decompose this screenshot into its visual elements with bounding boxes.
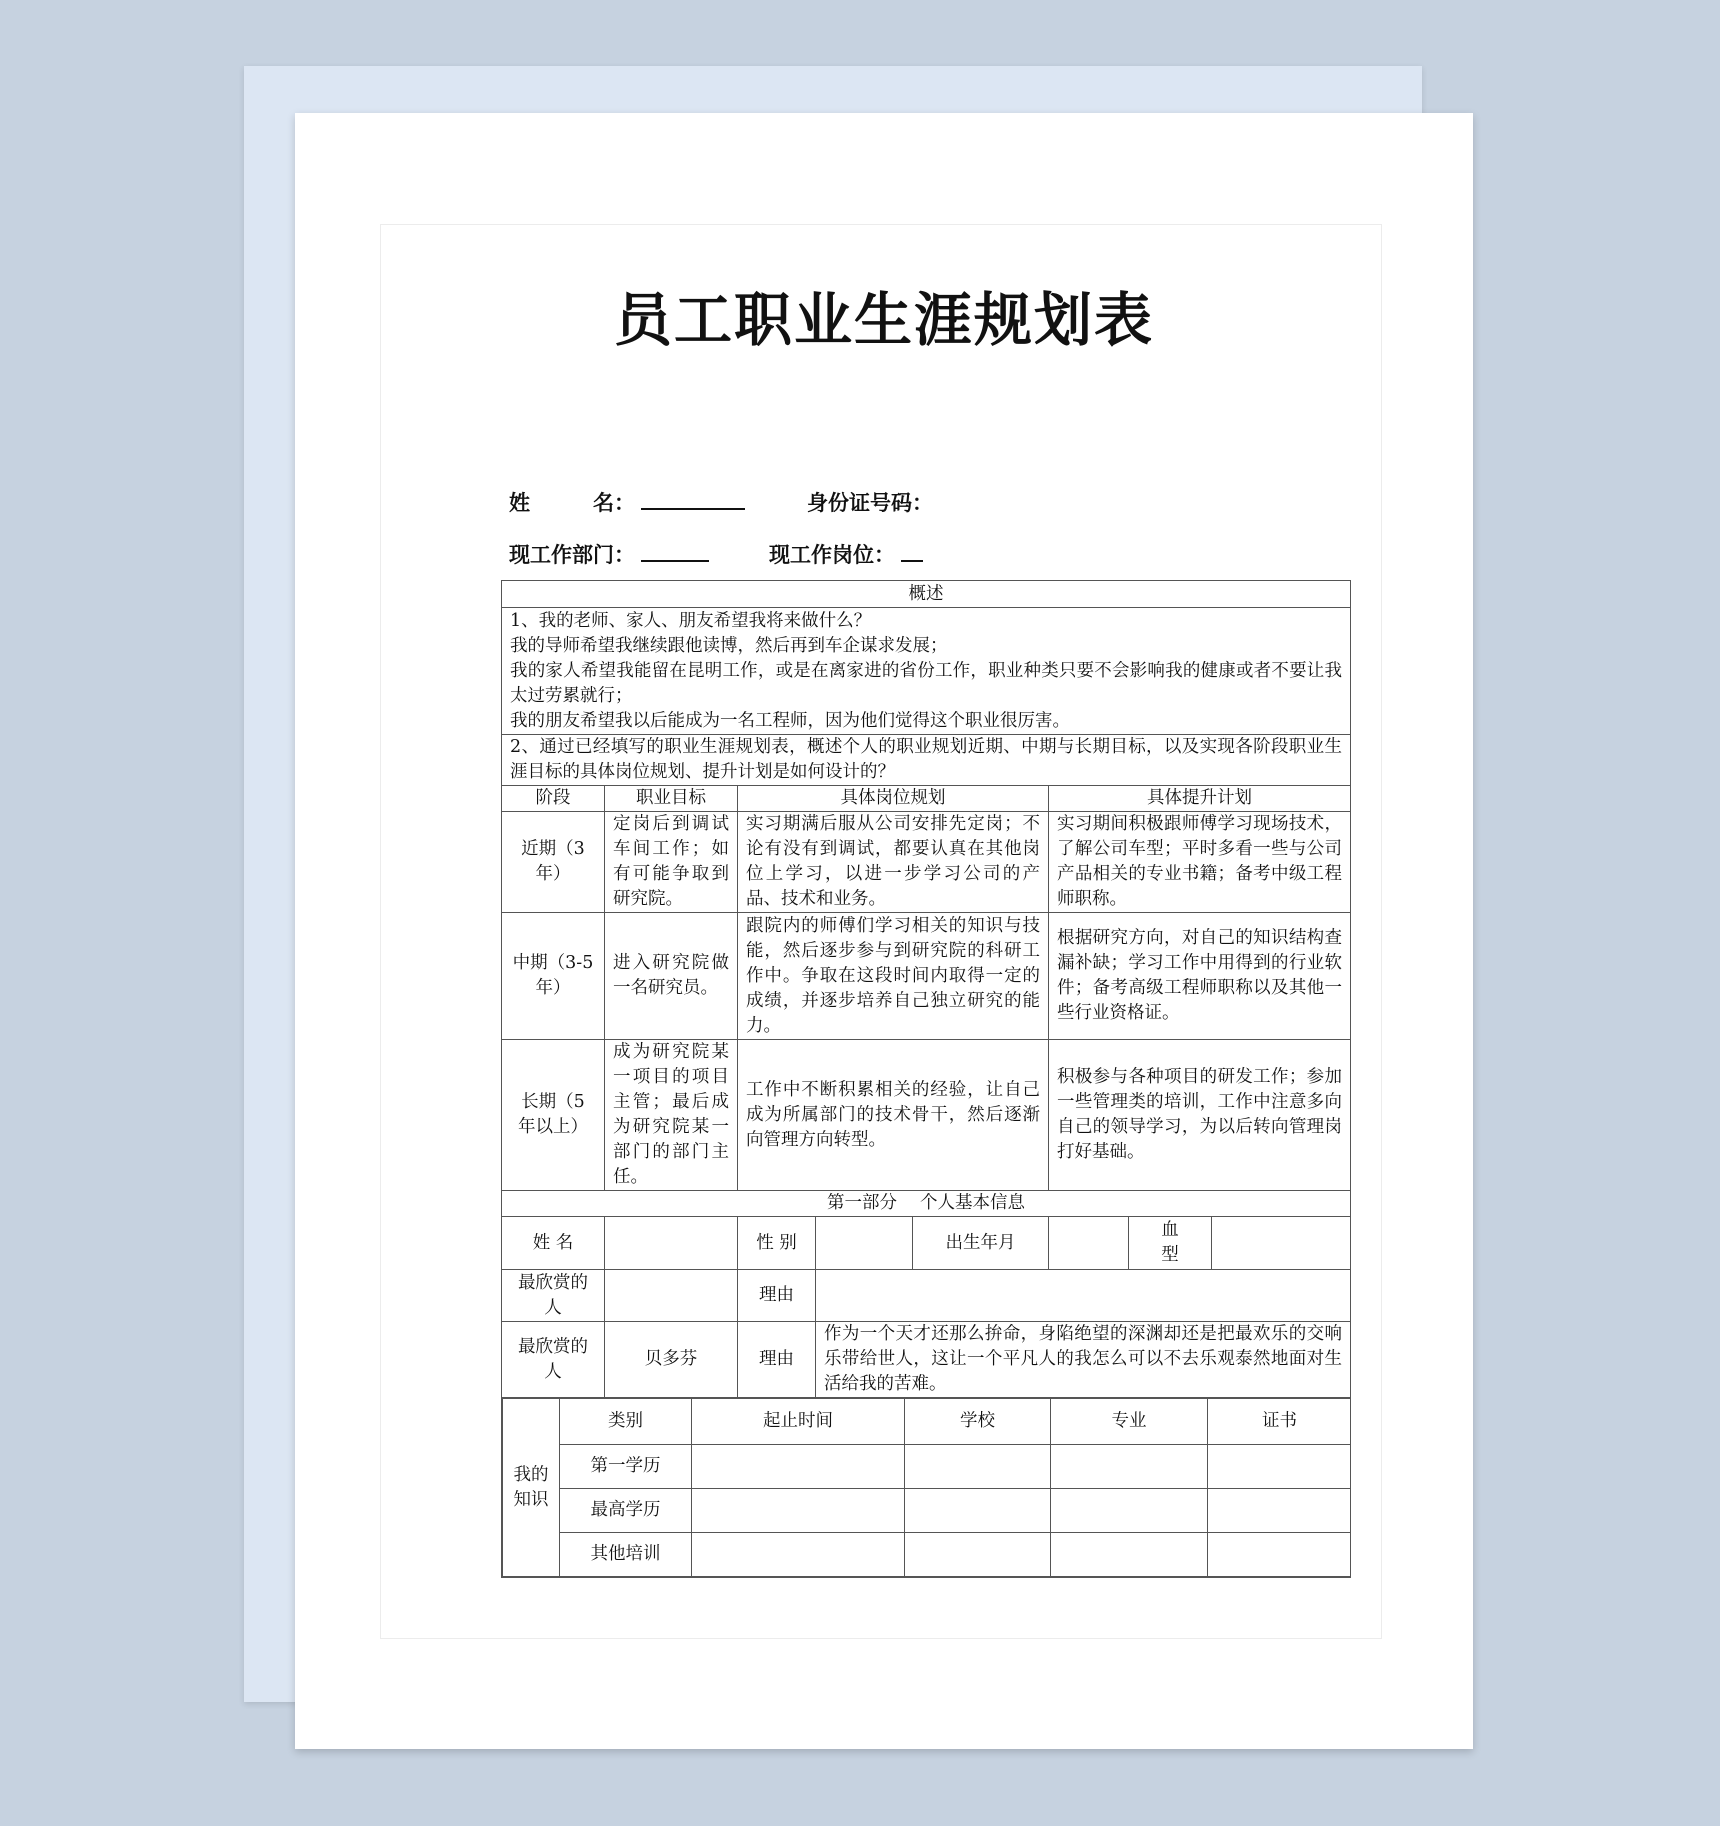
basic-row-1 [502,1217,1351,1270]
knowledge-row [503,1533,1351,1577]
plan-post: 工作中不断积累相关的经验，让自己成为所属部门的技术骨干，然后逐渐向管理方向转型。 [738,1040,1049,1191]
knowledge-certificate-cell[interactable] [1208,1533,1351,1577]
knowledge-row [503,1445,1351,1489]
knowledge-school-cell[interactable] [905,1489,1051,1533]
basic-row-3 [502,1322,1351,1398]
reason-value[interactable] [816,1270,1351,1322]
knowledge-category: 最高学历 [560,1489,692,1533]
basic-header-row [502,1191,1351,1217]
reason-label: 理由 [738,1270,816,1322]
name-blank[interactable] [641,486,745,510]
knowledge-section-row [502,1398,1351,1578]
knowledge-period-cell[interactable] [692,1533,905,1577]
id-label: 身份证号码： [807,490,933,515]
plan-col-stage: 阶段 [502,786,605,812]
knowledge-col-category: 类别 [560,1399,692,1445]
plan-improve: 根据研究方向，对自己的知识结构查漏补缺；学习工作中用得到的行业软件；备考高级工程师职称以及其他一些行业资格证。 [1049,913,1351,1040]
plan-col-goal: 职业目标 [605,786,738,812]
plan-row-long [502,1040,1351,1191]
knowledge-category: 其他培训 [560,1533,692,1577]
plan-header-row [502,786,1351,812]
post-blank[interactable] [901,538,923,562]
knowledge-certificate-cell[interactable] [1208,1445,1351,1489]
plan-goal: 定岗后到调试车间工作；如有可能争取到研究院。 [605,812,738,913]
admire-value-2: 贝多芬 [605,1322,738,1398]
basic-row-2 [502,1270,1351,1322]
plan-improve: 积极参与各种项目的研发工作；参加一些管理类的培训，工作中注意多向自己的领导学习，为以后转向管理岗打好基础。 [1049,1040,1351,1191]
dept-label: 现工作部门： [509,542,635,567]
q1-answer-friends: 我的朋友希望我以后能成为一名工程师，因为他们觉得这个职业很厉害。 [510,710,1070,731]
knowledge-header-row [503,1399,1351,1445]
plan-post: 实习期满后服从公司安排先定岗；不论有没有到调试，都要认真在其他岗位上学习，以进一步学习公司的产品、技术和业务。 [738,812,1049,913]
overview-q2-row [502,735,1351,786]
knowledge-col-period: 起止时间 [692,1399,905,1445]
q1-question: 1、我的老师、家人、朋友希望我将来做什么？ [510,610,872,631]
reason-value-2: 作为一个天才还那么拚命，身陷绝望的深渊却还是把最欢乐的交响乐带给世人，这让一个平凡人的我怎么可以不去乐观泰然地面对生活给我的苦难。 [816,1322,1351,1398]
overview-header-row [502,581,1351,608]
birth-field-value[interactable] [1049,1217,1129,1270]
plan-stage: 长期（5 年以上） [502,1040,605,1191]
admire-label-2: 最欣赏的人 [502,1322,605,1398]
document-page [295,113,1473,1749]
knowledge-major-cell[interactable] [1051,1533,1208,1577]
reason-label-2: 理由 [738,1322,816,1398]
knowledge-label: 我的知识 [503,1399,560,1577]
blood-field-value[interactable] [1212,1217,1351,1270]
plan-stage: 中期（3-5 年） [502,913,605,1040]
plan-col-improve: 具体提升计划 [1049,786,1351,812]
knowledge-col-certificate: 证书 [1208,1399,1351,1445]
plan-improve: 实习期间积极跟师傅学习现场技术，了解公司车型；平时多看一些与公司产品相关的专业书籍；备考中级工程师职称。 [1049,812,1351,913]
plan-col-post: 具体岗位规划 [738,786,1049,812]
knowledge-period-cell[interactable] [692,1489,905,1533]
knowledge-school-cell[interactable] [905,1533,1051,1577]
name-label: 姓 名： [509,490,635,515]
q1-answer-family: 我的家人希望我能留在昆明工作，或是在离家进的省份工作，职业种类只要不会影响我的健康或者不要让我太过劳累就行； [510,660,1342,706]
knowledge-table [502,1398,1351,1577]
knowledge-school-cell[interactable] [905,1445,1051,1489]
birth-field-label: 出生年月 [913,1217,1049,1270]
info-row-2 [509,538,923,569]
page-title: 员工职业生涯规划表 [613,286,1154,354]
overview-q1-row [502,608,1351,735]
plan-stage: 近期（3 年） [502,812,605,913]
overview-header: 概述 [502,581,1351,608]
plan-row-mid [502,913,1351,1040]
knowledge-category: 第一学历 [560,1445,692,1489]
knowledge-major-cell[interactable] [1051,1489,1208,1533]
knowledge-col-school: 学校 [905,1399,1051,1445]
name-field-label: 姓 名 [502,1217,605,1270]
basic-header: 第一部分 个人基本信息 [502,1191,1351,1217]
knowledge-major-cell[interactable] [1051,1445,1208,1489]
overview-q1-cell [502,608,1351,735]
knowledge-col-major: 专业 [1051,1399,1208,1445]
knowledge-period-cell[interactable] [692,1445,905,1489]
knowledge-section [502,1398,1351,1578]
admire-label: 最欣赏的人 [502,1270,605,1322]
plan-post: 跟院内的师傅们学习相关的知识与技能，然后逐步参与到研究院的科研工作中。争取在这段时间内取得一定的成绩，并逐步培养自己独立研究的能力。 [738,913,1049,1040]
knowledge-row [503,1489,1351,1533]
q1-answer-mentor: 我的导师希望我继续跟他读博，然后再到车企谋求发展； [510,635,948,656]
name-field-value[interactable] [605,1217,738,1270]
gender-field-label: 性 别 [738,1217,816,1270]
plan-goal: 进入研究院做一名研究员。 [605,913,738,1040]
q2-question: 2、通过已经填写的职业生涯规划表，概述个人的职业规划近期、中期与长期目标，以及实现各阶段职业生涯目标的具体岗位规划、提升计划是如何设计的？ [502,735,1351,786]
dept-blank[interactable] [641,538,709,562]
plan-row-near [502,812,1351,913]
career-plan-table [501,580,1351,1578]
post-label: 现工作岗位： [769,542,895,567]
plan-goal: 成为研究院某一项目的项目主管；最后成为研究院某一部门的部门主任。 [605,1040,738,1191]
knowledge-certificate-cell[interactable] [1208,1489,1351,1533]
admire-value[interactable] [605,1270,738,1322]
blood-field-label: 血型 [1129,1217,1212,1270]
info-row-1 [509,486,933,517]
gender-field-value[interactable] [816,1217,913,1270]
